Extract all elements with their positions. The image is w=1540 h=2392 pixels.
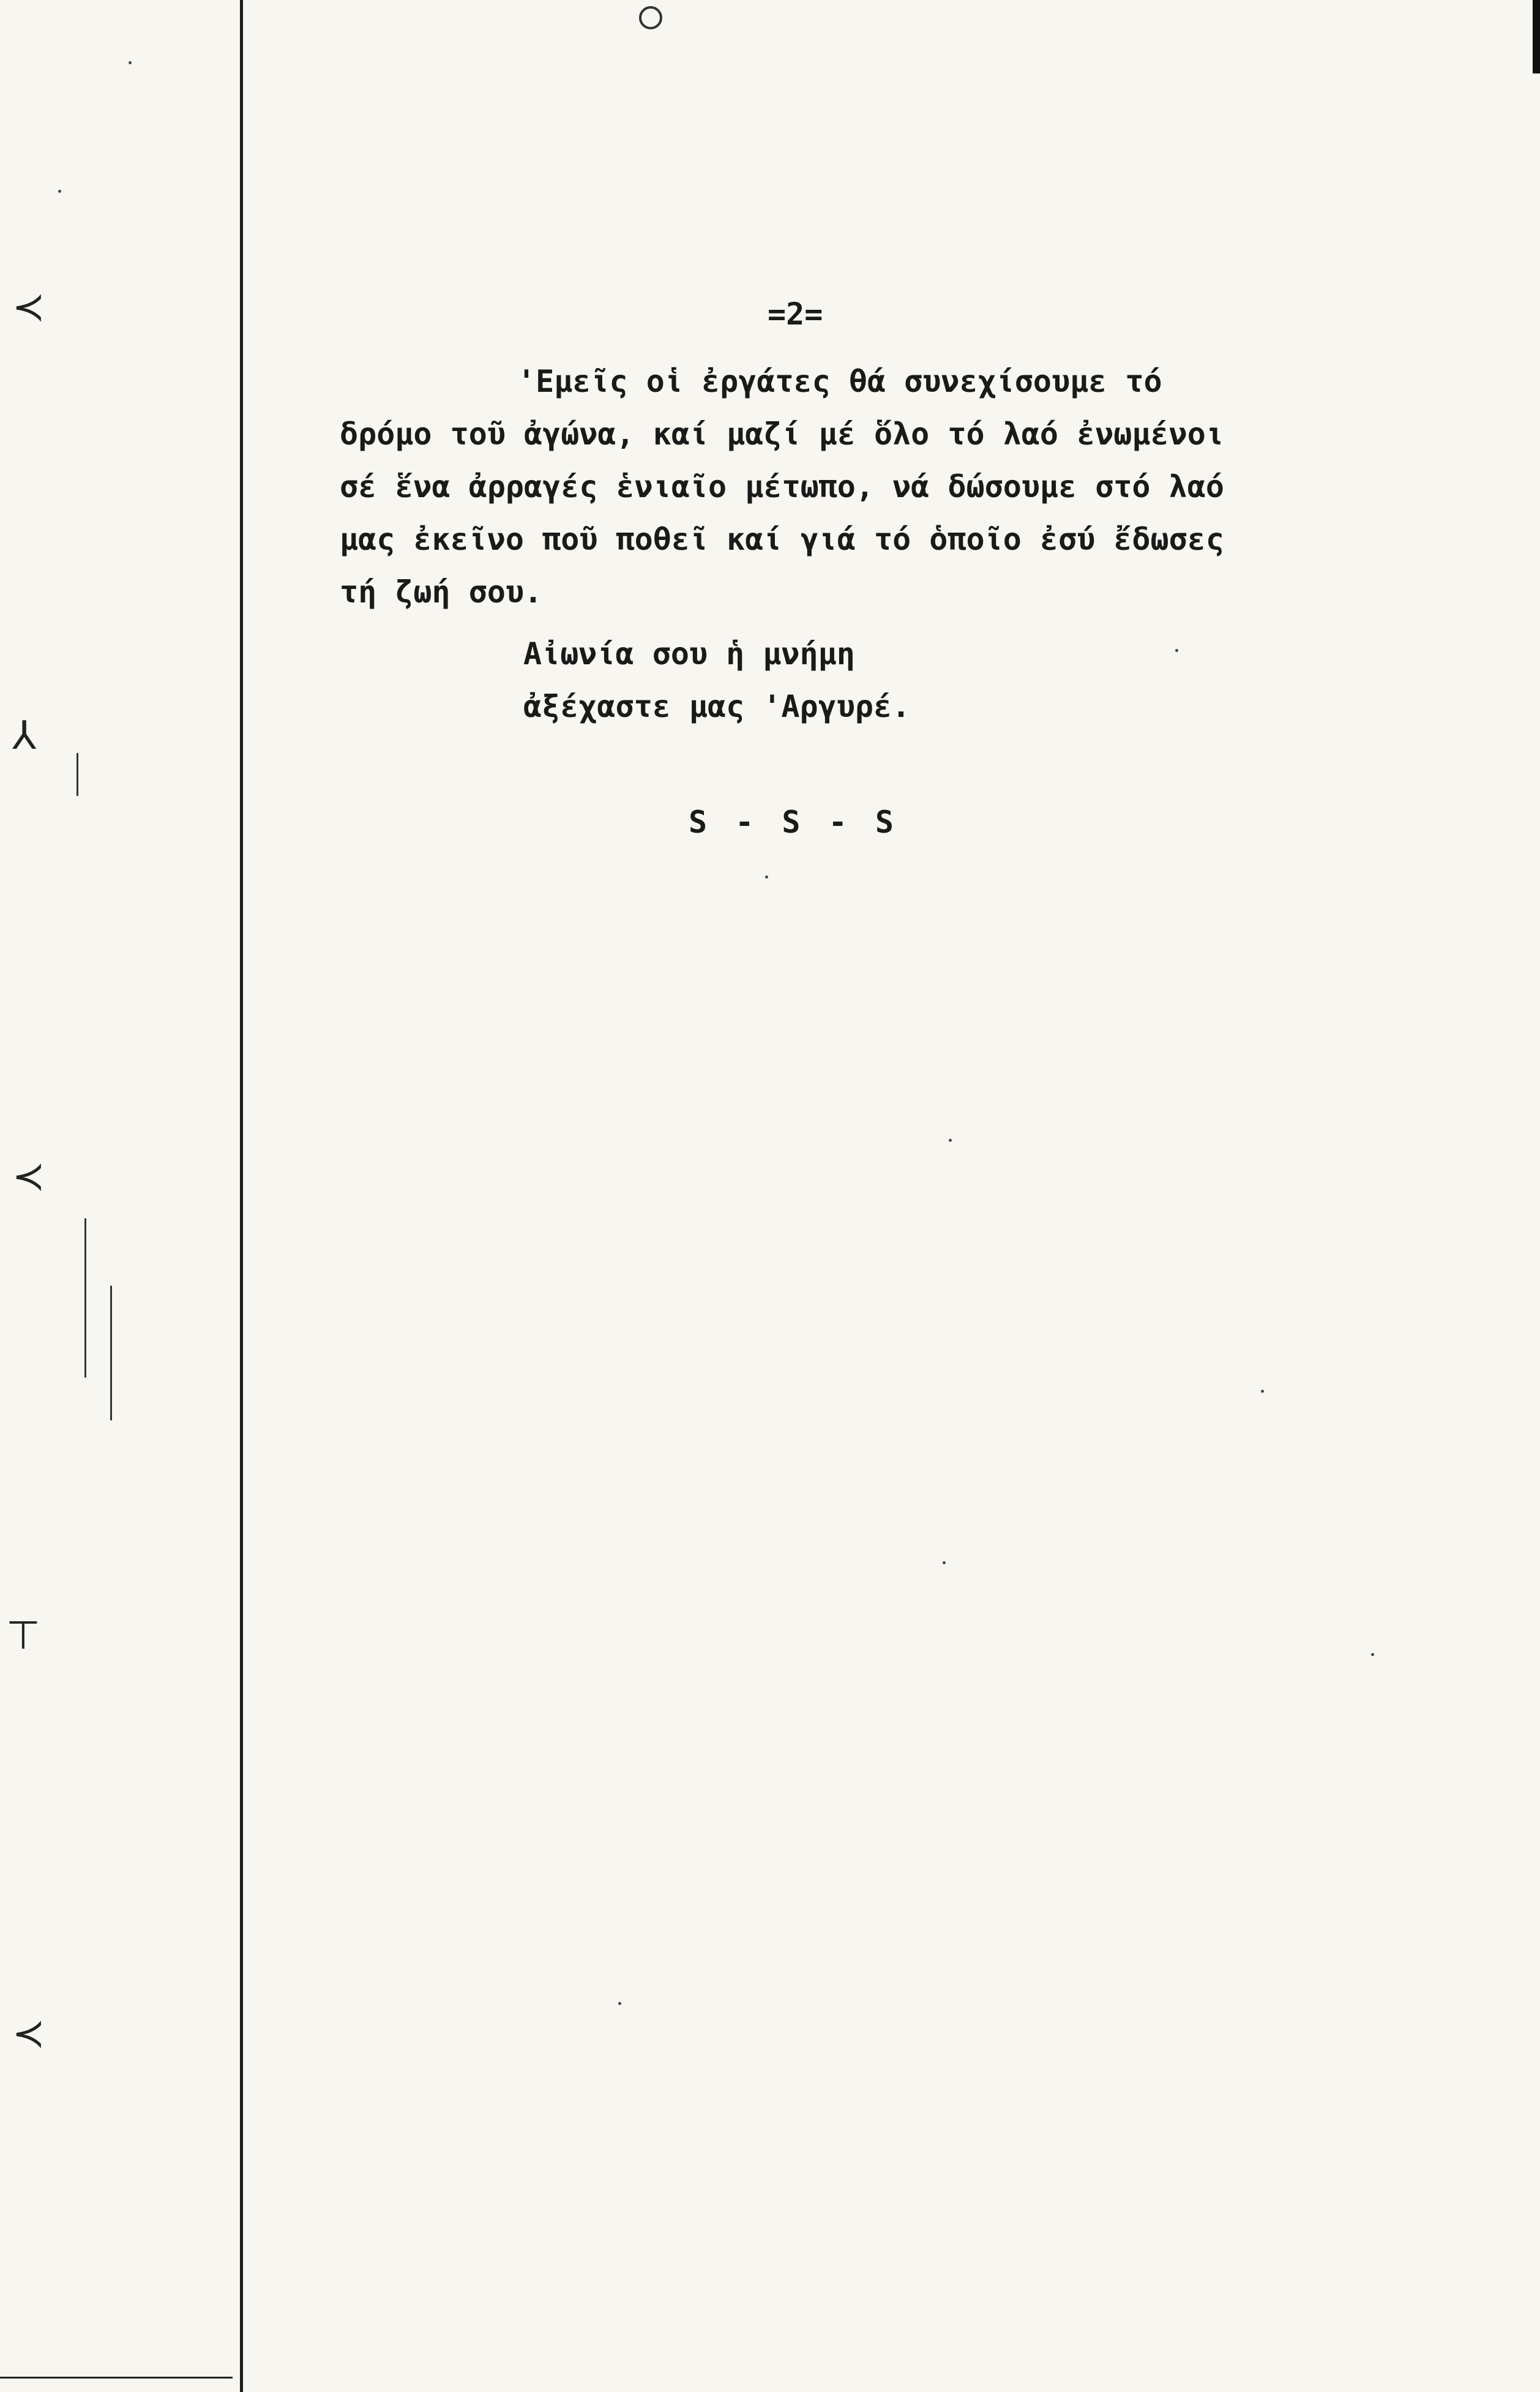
scan-speck bbox=[949, 1139, 952, 1142]
body-paragraph bbox=[340, 355, 1224, 618]
closing-line: ἀξέχαστε μας 'Αργυρέ. bbox=[523, 689, 911, 724]
page-number: =2= bbox=[768, 296, 823, 332]
binding-mark: ≺ bbox=[12, 1154, 45, 1199]
body-line: μας ἐκεῖνο ποῦ ποθεῖ καί γιά τό ὁποῖο ἐσύ ἔδωσες bbox=[340, 522, 1224, 557]
binding-mark: ≺ bbox=[12, 285, 45, 330]
margin-dash bbox=[110, 1286, 112, 1420]
scan-speck bbox=[1371, 1653, 1374, 1656]
binding-line bbox=[240, 0, 243, 2392]
margin-dash bbox=[84, 1218, 86, 1378]
body-line: σέ ἕνα ἀρραγές ἑνιαῖο μέτωπο, νά δώσουμε στό λαό bbox=[340, 469, 1224, 504]
scan-speck bbox=[1175, 649, 1178, 652]
scan-speck bbox=[765, 875, 768, 879]
end-mark: S - S - S bbox=[689, 804, 899, 840]
scan-speck bbox=[1261, 1390, 1264, 1393]
punch-hole bbox=[639, 6, 662, 29]
body-line: τή ζωή σου. bbox=[340, 574, 543, 610]
scan-edge-shadow bbox=[1533, 0, 1540, 73]
binding-mark: ⊤ bbox=[6, 1613, 40, 1659]
margin-dash bbox=[77, 753, 78, 796]
scan-speck bbox=[129, 61, 132, 64]
body-line: 'Εμεῖς οἱ ἐργάτες θά συνεχίσουμε τό bbox=[517, 364, 1162, 399]
closing-lines bbox=[523, 628, 910, 733]
scan-bottom-edge bbox=[0, 2377, 233, 2392]
scan-speck bbox=[943, 1561, 946, 1564]
body-line: δρόμο τοῦ ἀγώνα, καί μαζί μέ ὅλο τό λαό ἐνωμένοι bbox=[340, 416, 1224, 452]
binding-mark: ≺ bbox=[12, 2011, 45, 2056]
scan-speck bbox=[58, 190, 61, 193]
closing-line: Αἰωνία σου ἡ μνήμη bbox=[523, 636, 855, 672]
binding-mark: ⅄ bbox=[12, 713, 37, 759]
scan-speck bbox=[618, 2002, 621, 2005]
